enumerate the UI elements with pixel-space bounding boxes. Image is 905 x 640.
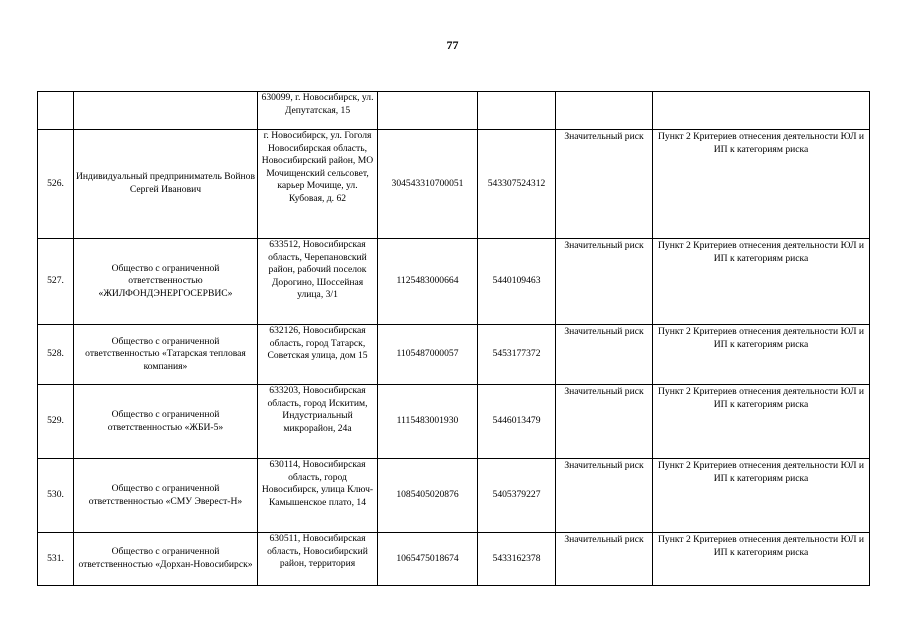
table-row — [38, 459, 870, 533]
ogrn-value: 1115483001930 — [378, 385, 478, 459]
ogrn-value: 1085405020876 — [378, 459, 478, 533]
risk-basis: Пункт 2 Критериев отнесения деятельности ЮЛ и ИП к категориям риска — [653, 385, 870, 459]
risk-category: Значительный риск — [556, 239, 653, 325]
organization-name: Индивидуальный предприниматель Войнов Сергей Иванович — [74, 130, 258, 239]
table-row — [38, 533, 870, 586]
organization-address: 633512, Новосибирская область, Черепановский район, рабочий поселок Дорогино, Шоссейная улица, 3/1 — [258, 239, 378, 325]
table-row — [38, 325, 870, 385]
row-number: 529. — [38, 385, 74, 459]
row-number: 528. — [38, 325, 74, 385]
ogrn-value — [378, 92, 478, 130]
organization-name: Общество с ограниченной ответственностью «СМУ Эверест-Н» — [74, 459, 258, 533]
organization-name: Общество с ограниченной ответственностью «ЖБИ-5» — [74, 385, 258, 459]
row-number: 531. — [38, 533, 74, 586]
organization-name: Общество с ограниченной ответственностью «ЖИЛФОНДЭНЕРГОСЕРВИС» — [74, 239, 258, 325]
inn-value: 5405379227 — [478, 459, 556, 533]
row-number — [38, 92, 74, 130]
ogrn-value: 1125483000664 — [378, 239, 478, 325]
row-number: 527. — [38, 239, 74, 325]
risk-category: Значительный риск — [556, 130, 653, 239]
registry-table — [37, 91, 870, 586]
organization-address: г. Новосибирск, ул. Гоголя Новосибирская область, Новосибирский район, МО Мочищенский сельсовет, карьер Мочище, ул. Кубовая, д. 62 — [258, 130, 378, 239]
inn-value: 5453177372 — [478, 325, 556, 385]
organization-address: 630114, Новосибирская область, город Новосибирск, улица Ключ-Камышенское плато, 14 — [258, 459, 378, 533]
risk-category: Значительный риск — [556, 385, 653, 459]
row-number: 530. — [38, 459, 74, 533]
inn-value: 5446013479 — [478, 385, 556, 459]
organization-address: 632126, Новосибирская область, город Татарск, Советская улица, дом 15 — [258, 325, 378, 385]
inn-value: 5433162378 — [478, 533, 556, 586]
risk-category: Значительный риск — [556, 459, 653, 533]
risk-basis: Пункт 2 Критериев отнесения деятельности ЮЛ и ИП к категориям риска — [653, 533, 870, 586]
table-row — [38, 130, 870, 239]
organization-address: 633203, Новосибирская область, город Искитим, Индустриальный микрорайон, 24а — [258, 385, 378, 459]
ogrn-value: 1105487000057 — [378, 325, 478, 385]
organization-name: Общество с ограниченной ответственностью «Татарская тепловая компания» — [74, 325, 258, 385]
page-number: 77 — [446, 38, 459, 52]
organization-name — [74, 92, 258, 130]
risk-category: Значительный риск — [556, 533, 653, 586]
table-row — [38, 239, 870, 325]
risk-category — [556, 92, 653, 130]
risk-basis: Пункт 2 Критериев отнесения деятельности ЮЛ и ИП к категориям риска — [653, 459, 870, 533]
ogrn-value: 304543310700051 — [378, 130, 478, 239]
ogrn-value: 1065475018674 — [378, 533, 478, 586]
inn-value: 5440109463 — [478, 239, 556, 325]
organization-name: Общество с ограниченной ответственностью «Дорхан-Новосибирск» — [74, 533, 258, 586]
risk-basis: Пункт 2 Критериев отнесения деятельности ЮЛ и ИП к категориям риска — [653, 239, 870, 325]
organization-address: 630511, Новосибирская область, Новосибирский район, территория — [258, 533, 378, 586]
risk-basis — [653, 92, 870, 130]
risk-basis: Пункт 2 Критериев отнесения деятельности ЮЛ и ИП к категориям риска — [653, 325, 870, 385]
risk-category: Значительный риск — [556, 325, 653, 385]
inn-value — [478, 92, 556, 130]
row-number: 526. — [38, 130, 74, 239]
table-row — [38, 385, 870, 459]
inn-value: 543307524312 — [478, 130, 556, 239]
table-row — [38, 92, 870, 130]
organization-address: 630099, г. Новосибирск, ул. Депутатская, 15 — [258, 92, 378, 130]
risk-basis: Пункт 2 Критериев отнесения деятельности ЮЛ и ИП к категориям риска — [653, 130, 870, 239]
